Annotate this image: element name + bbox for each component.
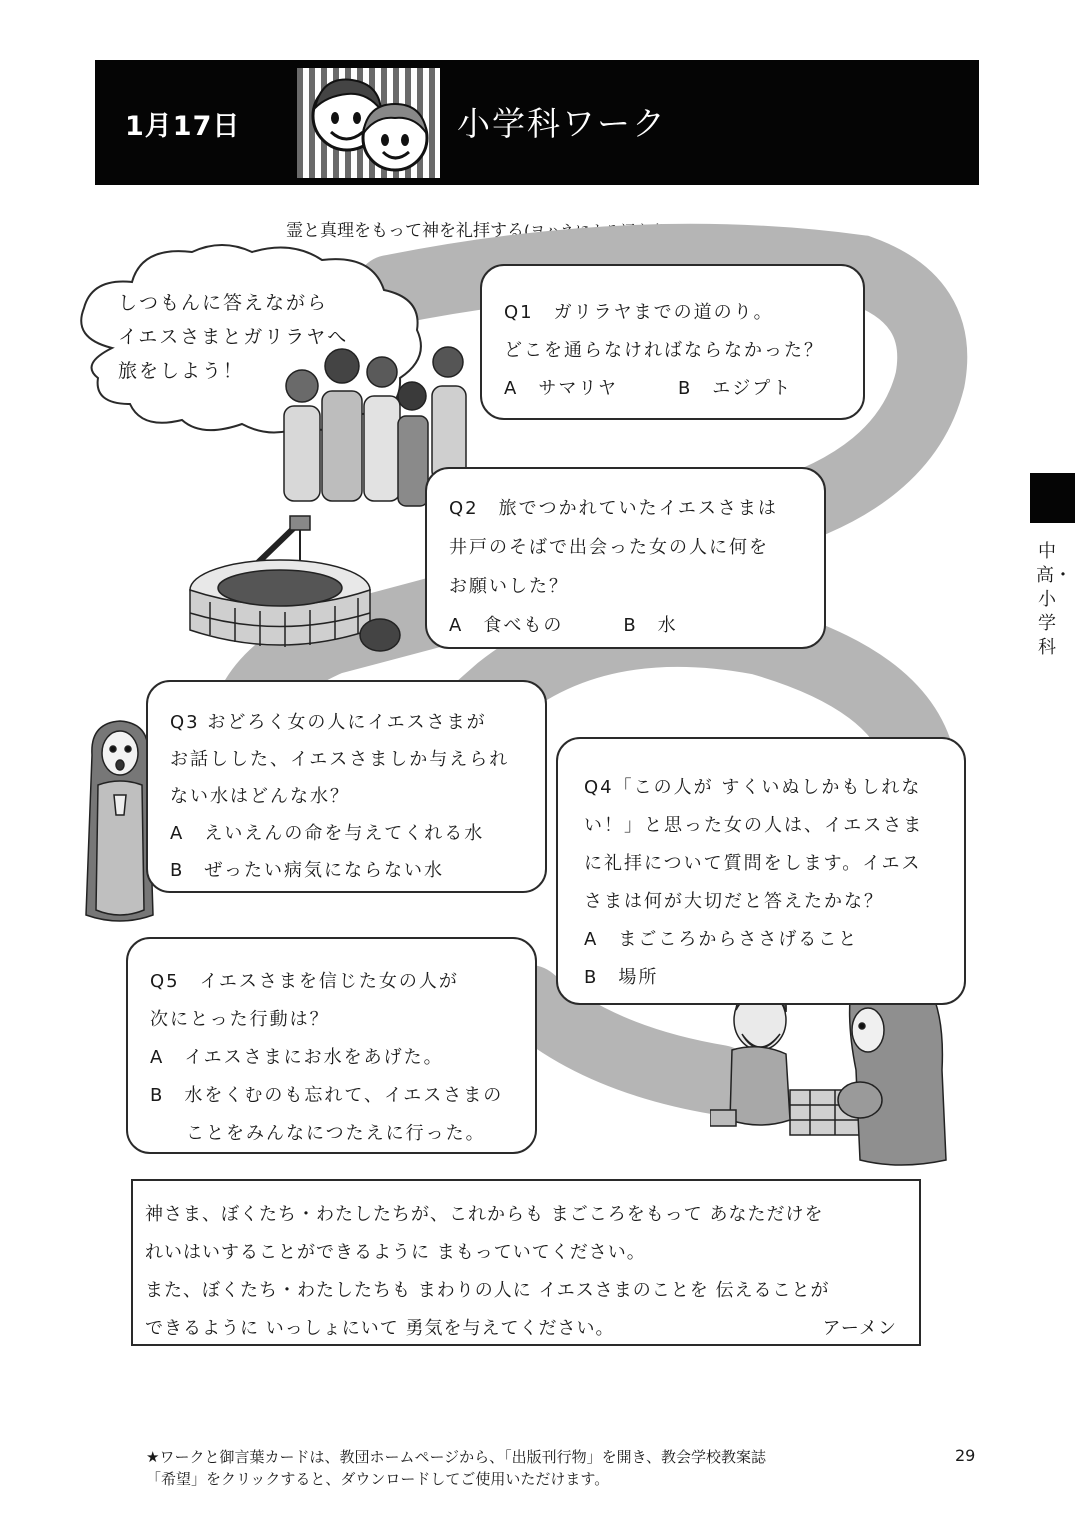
question-3-text: Q3 おどろく女の人にイエスさまが xyxy=(170,712,487,733)
prayer-line: できるように いっしょにいて 勇気を与えてください。 xyxy=(145,1318,615,1339)
header-date: 1月17日 xyxy=(125,111,241,142)
question-1-text: どこを通らなければならなかった？ xyxy=(504,340,824,361)
question-2-text: お願いした？ xyxy=(449,576,569,597)
question-4-answer-a: A まごころからささげること xyxy=(584,929,859,950)
question-5-text: 次にとった行動は？ xyxy=(150,1009,330,1030)
question-1-text: Q1 ガリラヤまでの道のり。 xyxy=(504,302,774,323)
question-2-bubble xyxy=(425,467,826,649)
prayer-box xyxy=(131,1179,921,1346)
footer-line: 「希望」をクリックすると、ダウンロードしてご使用いただけます。 xyxy=(146,1470,610,1488)
scripture-reference: (ヨハネによる福音書4:1~26) xyxy=(524,222,727,240)
prayer-line: 神さま、ぼくたち・わたしたちが、これからも まごころをもって あなただけを xyxy=(145,1204,824,1225)
page-title: 小学科ワーク xyxy=(457,104,667,143)
question-4-bubble xyxy=(556,737,966,1005)
prayer-line: また、ぼくたち・わたしたちも まわりの人に イエスさまのことを 伝えることが xyxy=(145,1280,830,1301)
question-2-text: Q2 旅でつかれていたイエスさまは xyxy=(449,498,778,519)
question-5-answer-b: B 水をくむのも忘れて、イエスさまの xyxy=(150,1085,504,1106)
side-section-label: 中高・小学科 xyxy=(1036,541,1072,658)
intro-line: 旅をしよう！ xyxy=(118,360,245,382)
intro-line: しつもんに答えながら xyxy=(118,292,329,314)
question-1-answers: A サマリヤ B エジプト xyxy=(504,378,793,399)
footer-note xyxy=(146,1446,766,1490)
question-4-text: Q4「この人が すくいぬしかもしれな xyxy=(584,777,922,798)
question-4-text: い！」と思った女の人は、イエスさま xyxy=(584,815,924,836)
prayer-amen: アーメン xyxy=(822,1318,897,1339)
question-3-bubble xyxy=(146,680,547,893)
question-4-text: に礼拝について質問をします。イエス xyxy=(584,853,922,874)
lesson-theme: 霊と真理をもって神を礼拝する xyxy=(286,221,524,241)
intro-line: イエスさまとガリラヤへ xyxy=(118,326,349,348)
question-3-text: ない水はどんな水？ xyxy=(170,786,350,807)
side-tab-marker xyxy=(1030,473,1075,523)
question-3-answer-b: B ぜったい病気にならない水 xyxy=(170,860,444,881)
question-2-text: 井戸のそばで出会った女の人に何を xyxy=(449,537,769,558)
question-5-answer-b-continued: ことをみんなにつたえに行った。 xyxy=(186,1123,486,1144)
question-1-bubble xyxy=(480,264,865,420)
question-2-answers: A 食べもの B 水 xyxy=(449,615,678,636)
question-4-answer-b: B 場所 xyxy=(584,967,659,988)
question-5-answer-a: A イエスさまにお水をあげた。 xyxy=(150,1047,444,1068)
question-5-text: Q5 イエスさまを信じた女の人が xyxy=(150,971,459,992)
question-5-bubble xyxy=(126,937,537,1154)
page-number: 29 xyxy=(955,1446,976,1465)
prayer-line: れいはいすることができるように まもっていてください。 xyxy=(145,1242,646,1263)
question-3-text: お話しした、イエスさましか与えられ xyxy=(170,749,510,770)
question-4-text: さまは何が大切だと答えたかな？ xyxy=(584,891,884,912)
footer-line: ★ワークと御言葉カードは、教団ホームページから、「出版刊行物」を開き、教会学校教案誌 xyxy=(146,1448,767,1466)
question-3-answer-a: A えいえんの命を与えてくれる水 xyxy=(170,823,485,844)
stone-well-illustration xyxy=(180,510,410,660)
